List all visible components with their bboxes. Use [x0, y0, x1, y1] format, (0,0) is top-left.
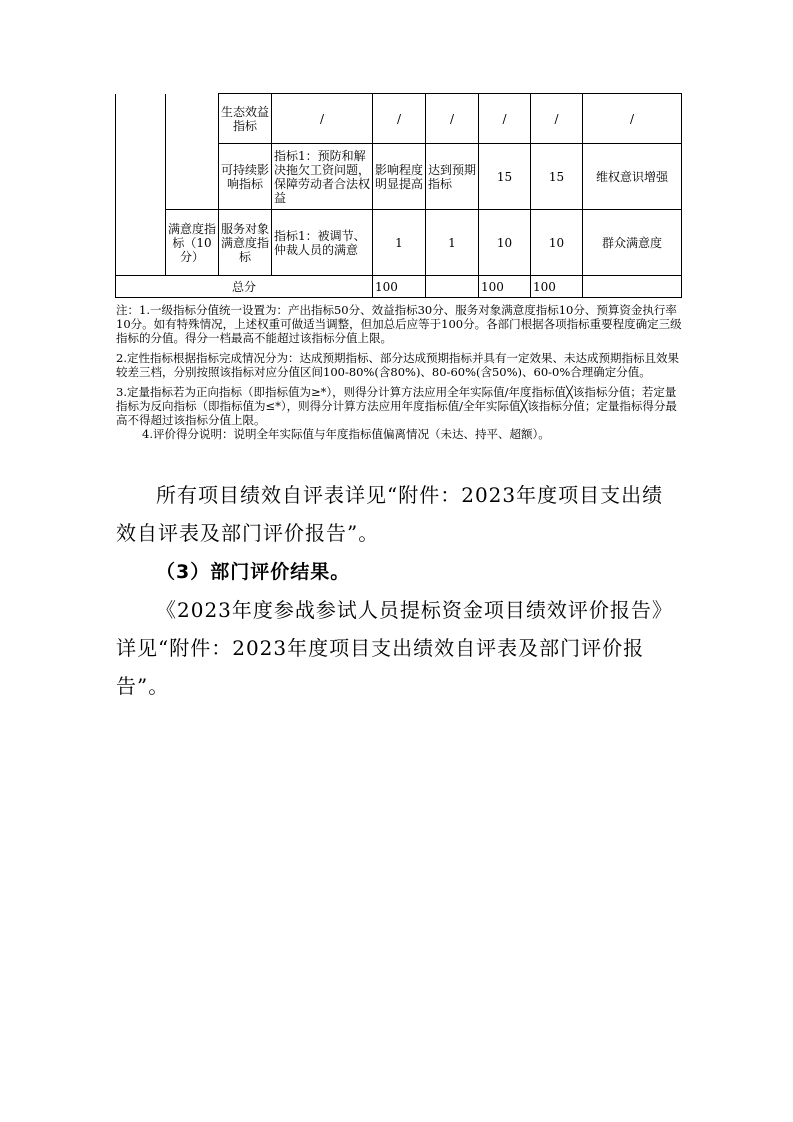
total-actual	[426, 276, 479, 298]
score: 10	[531, 210, 583, 276]
total-remark	[583, 276, 682, 298]
total-score: 100	[531, 276, 583, 298]
indicator-content: /	[272, 94, 373, 144]
paragraph-report: 《2023年度参战参试人员提标资金项目绩效评价报告》详见“附件：2023年度项目支出绩效自评表及部门评价报告”。	[116, 598, 673, 698]
score-weight: /	[479, 94, 531, 144]
note-2: 2.定性指标根据指标完成情况分为：达成预期指标、部分达成预期指标并具有一定效果、未达成预期指标且效果较差三档，分别按照该指标对应分值区间100-80%(含80%)、80-60%(含50%)、60-0%合理确定分值。	[116, 351, 679, 379]
first-level-cell	[116, 94, 166, 276]
score-weight: 10	[479, 210, 531, 276]
remark: 维权意识增强	[583, 144, 682, 210]
total-label: 总分	[116, 276, 373, 298]
third-level-indicator: 服务对象满意度指标	[219, 210, 272, 276]
note-3: 3.定量指标若为正向指标（即指标值为≥*），则得分计算方法应用全年实际值/年度指标值╳该指标分值；若定量指标为反向指标（即指标值为≤*），则得分计算方法应用年度指标值/全年实际值╳该指标分值；定量指标得分最高不得超过该指标分值上限。	[116, 385, 677, 427]
third-level-indicator: 可持续影响指标	[219, 144, 272, 210]
table-row	[116, 210, 682, 276]
score: /	[531, 94, 583, 144]
remark: /	[583, 94, 682, 144]
performance-table	[115, 93, 682, 298]
total-row	[116, 276, 682, 298]
second-level-cell	[166, 94, 219, 210]
second-level-indicator: 满意度指标（10分）	[166, 210, 219, 276]
actual-value: 达到预期指标	[426, 144, 479, 210]
total-weight: 100	[479, 276, 531, 298]
note-1: 注：1.一级指标分值统一设置为：产出指标50分、效益指标30分、服务对象满意度指标10分、预算资金执行率10分。如有特殊情况，上述权重可做适当调整，但加总后应等于100分。各部门根据各项指标重要程度确定三级指标的分值。得分一档最高不能超过该指标分值上限。	[116, 303, 682, 345]
note-4: 4.评价得分说明：说明全年实际值与年度指标值偏离情况（未达、持平、超额）。	[142, 427, 550, 441]
third-level-indicator: 生态效益指标	[219, 94, 272, 144]
actual-value: /	[426, 94, 479, 144]
actual-value: 1	[426, 210, 479, 276]
total-target: 100	[373, 276, 426, 298]
indicator-content: 指标1：被调节、仲裁人员的满意	[272, 210, 373, 276]
section-heading: （3）部门评价结果。	[156, 561, 351, 583]
table-notes	[116, 303, 682, 441]
score-weight: 15	[479, 144, 531, 210]
remark: 群众满意度	[583, 210, 682, 276]
paragraph-attachment: 所有项目绩效自评表详见“附件：2023年度项目支出绩效自评表及部门评价报告”。	[116, 483, 664, 545]
annual-target: 1	[373, 210, 426, 276]
annual-target: /	[373, 94, 426, 144]
score: 15	[531, 144, 583, 210]
indicator-content: 指标1：预防和解决拖欠工资问题，保障劳动者合法权益	[272, 144, 373, 210]
annual-target: 影响程度明显提高	[373, 144, 426, 210]
table-row	[116, 94, 682, 144]
